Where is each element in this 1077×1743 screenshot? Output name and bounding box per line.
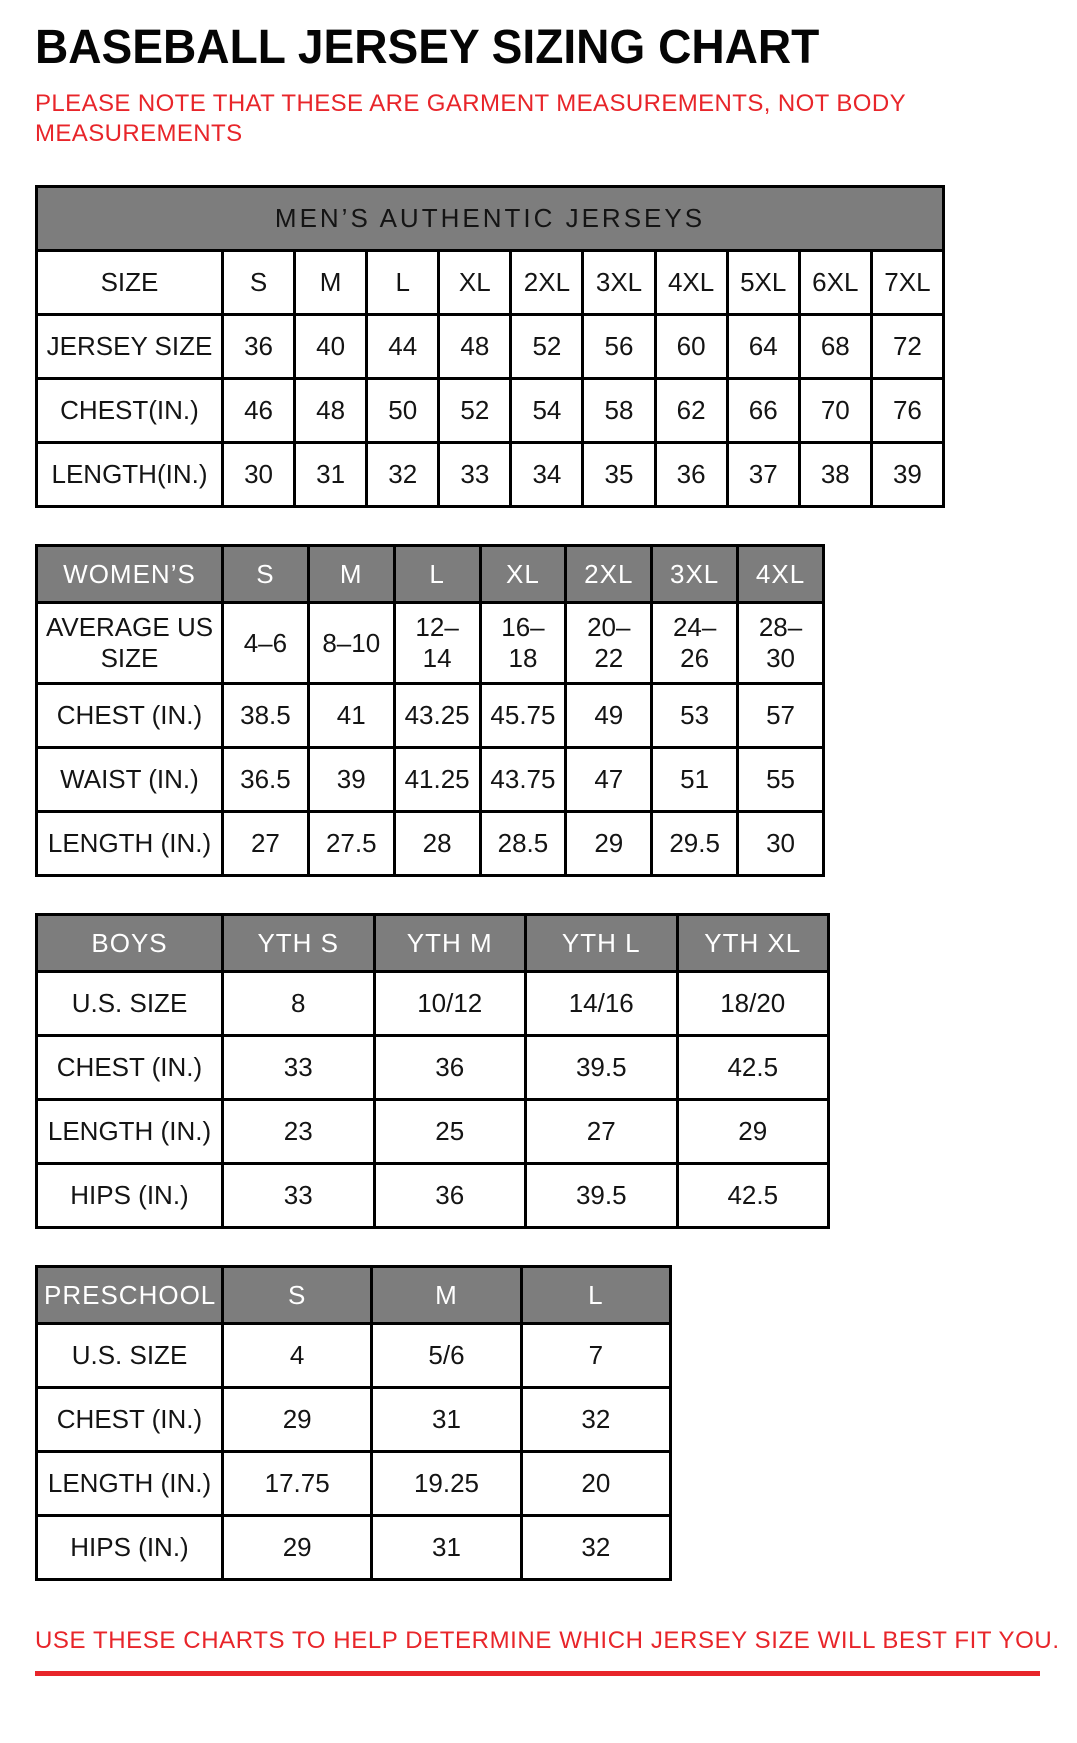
- table-cell: 49: [566, 684, 652, 748]
- table-cell: 17.75: [223, 1452, 372, 1516]
- table-row: [37, 315, 944, 379]
- table-row: [37, 1100, 829, 1164]
- row-label: LENGTH (IN.): [37, 1452, 223, 1516]
- column-header: YTH XL: [677, 915, 829, 972]
- table-cell: 40: [295, 315, 367, 379]
- table-cell: 39.5: [526, 1036, 678, 1100]
- table-header-row: [37, 546, 824, 603]
- table-cell: 62: [655, 379, 727, 443]
- table-cell: 58: [583, 379, 655, 443]
- preschool-sizing-table: [35, 1265, 672, 1581]
- page-title: BASEBALL JERSEY SIZING CHART: [35, 21, 820, 74]
- table-title: MEN’S AUTHENTIC JERSEYS: [37, 187, 944, 251]
- table-cell: 25: [374, 1100, 526, 1164]
- table-cell: 44: [367, 315, 439, 379]
- table-cell: 32: [521, 1516, 670, 1580]
- table-cell: 31: [372, 1388, 521, 1452]
- table-row: [37, 1324, 671, 1388]
- row-label: HIPS (IN.): [37, 1164, 223, 1228]
- table-cell: 32: [521, 1388, 670, 1452]
- table-cell: 36: [374, 1164, 526, 1228]
- table-row: [37, 684, 824, 748]
- table-cell: 38.5: [223, 684, 309, 748]
- column-header: 2XL: [566, 546, 652, 603]
- table-cell: 64: [727, 315, 799, 379]
- table-cell: 4: [223, 1324, 372, 1388]
- footer-note: USE THESE CHARTS TO HELP DETERMINE WHICH JERSEY SIZE WILL BEST FIT YOU.: [35, 1627, 1060, 1654]
- table-cell: 66: [727, 379, 799, 443]
- table-row: [37, 379, 944, 443]
- column-header: YTH S: [223, 915, 375, 972]
- table-cell: 7XL: [871, 251, 943, 315]
- table-cell: 28.5: [480, 812, 566, 876]
- table-cell: 36: [374, 1036, 526, 1100]
- table-header-row: [37, 1267, 671, 1324]
- table-cell: 39: [871, 443, 943, 507]
- table-cell: 10/12: [374, 972, 526, 1036]
- table-cell: 2XL: [511, 251, 583, 315]
- table-cell: 52: [511, 315, 583, 379]
- table-cell: S: [223, 251, 295, 315]
- column-header: L: [521, 1267, 670, 1324]
- table-cell: 53: [652, 684, 738, 748]
- table-cell: 39.5: [526, 1164, 678, 1228]
- column-header: M: [372, 1267, 521, 1324]
- table-row: [37, 1516, 671, 1580]
- column-header: M: [308, 546, 394, 603]
- row-label: AVERAGE US SIZE: [37, 603, 223, 684]
- table-cell: 23: [223, 1100, 375, 1164]
- table-row: [37, 1388, 671, 1452]
- table-row: [37, 748, 824, 812]
- table-cell: 31: [295, 443, 367, 507]
- table-cell: 4–6: [223, 603, 309, 684]
- table-cell: 50: [367, 379, 439, 443]
- table-cell: 29: [566, 812, 652, 876]
- column-header: YTH M: [374, 915, 526, 972]
- measurement-note: PLEASE NOTE THAT THESE ARE GARMENT MEASUREMENTS, NOT BODY MEASUREMENTS: [35, 90, 906, 147]
- table-cell: 41: [308, 684, 394, 748]
- table-cell: XL: [439, 251, 511, 315]
- table-cell: 34: [511, 443, 583, 507]
- row-label: CHEST (IN.): [37, 1036, 223, 1100]
- table-cell: 42.5: [677, 1164, 829, 1228]
- table-cell: 33: [223, 1036, 375, 1100]
- table-cell: 29: [677, 1100, 829, 1164]
- bottom-red-line: [35, 1671, 1040, 1676]
- table-cell: 36: [223, 315, 295, 379]
- column-header: 4XL: [738, 546, 824, 603]
- table-cell: 30: [738, 812, 824, 876]
- table-cell: 43.75: [480, 748, 566, 812]
- table-cell: 12–14: [394, 603, 480, 684]
- table-cell: 48: [439, 315, 511, 379]
- table-cell: 57: [738, 684, 824, 748]
- table-header-row: [37, 915, 829, 972]
- table-cell: M: [295, 251, 367, 315]
- table-cell: 42.5: [677, 1036, 829, 1100]
- table-row: [37, 251, 944, 315]
- table-cell: 37: [727, 443, 799, 507]
- table-cell: 3XL: [583, 251, 655, 315]
- row-label: CHEST (IN.): [37, 684, 223, 748]
- row-label: SIZE: [37, 251, 223, 315]
- table-row: [37, 443, 944, 507]
- table-cell: 36.5: [223, 748, 309, 812]
- row-label: U.S. SIZE: [37, 1324, 223, 1388]
- table-cell: 27.5: [308, 812, 394, 876]
- column-header: XL: [480, 546, 566, 603]
- table-cell: 38: [799, 443, 871, 507]
- column-header: S: [223, 1267, 372, 1324]
- table-title-row: [37, 187, 944, 251]
- header-row-label: BOYS: [37, 915, 223, 972]
- table-cell: 43.25: [394, 684, 480, 748]
- table-cell: 33: [439, 443, 511, 507]
- table-cell: L: [367, 251, 439, 315]
- table-cell: 35: [583, 443, 655, 507]
- row-label: CHEST (IN.): [37, 1388, 223, 1452]
- mens-sizing-table: [35, 185, 945, 508]
- table-cell: 27: [223, 812, 309, 876]
- table-cell: 56: [583, 315, 655, 379]
- table-cell: 70: [799, 379, 871, 443]
- table-cell: 72: [871, 315, 943, 379]
- row-label: LENGTH (IN.): [37, 812, 223, 876]
- table-cell: 18/20: [677, 972, 829, 1036]
- table-cell: 28: [394, 812, 480, 876]
- table-cell: 8–10: [308, 603, 394, 684]
- row-label: U.S. SIZE: [37, 972, 223, 1036]
- table-row: [37, 1036, 829, 1100]
- table-cell: 52: [439, 379, 511, 443]
- table-cell: 5XL: [727, 251, 799, 315]
- table-cell: 41.25: [394, 748, 480, 812]
- table-cell: 24–26: [652, 603, 738, 684]
- column-header: L: [394, 546, 480, 603]
- table-cell: 51: [652, 748, 738, 812]
- table-cell: 45.75: [480, 684, 566, 748]
- table-row: [37, 972, 829, 1036]
- table-cell: 54: [511, 379, 583, 443]
- table-cell: 6XL: [799, 251, 871, 315]
- table-cell: 32: [367, 443, 439, 507]
- table-cell: 30: [223, 443, 295, 507]
- column-header: S: [223, 546, 309, 603]
- row-label: JERSEY SIZE: [37, 315, 223, 379]
- row-label: CHEST(IN.): [37, 379, 223, 443]
- table-cell: 33: [223, 1164, 375, 1228]
- column-header: YTH L: [526, 915, 678, 972]
- table-cell: 5/6: [372, 1324, 521, 1388]
- womens-sizing-table: [35, 544, 825, 877]
- table-cell: 46: [223, 379, 295, 443]
- table-cell: 28–30: [738, 603, 824, 684]
- table-cell: 19.25: [372, 1452, 521, 1516]
- table-cell: 20: [521, 1452, 670, 1516]
- header-row-label: WOMEN’S: [37, 546, 223, 603]
- table-cell: 31: [372, 1516, 521, 1580]
- table-cell: 16–18: [480, 603, 566, 684]
- table-cell: 4XL: [655, 251, 727, 315]
- table-cell: 36: [655, 443, 727, 507]
- table-cell: 48: [295, 379, 367, 443]
- row-label: LENGTH (IN.): [37, 1100, 223, 1164]
- table-cell: 47: [566, 748, 652, 812]
- table-cell: 29: [223, 1388, 372, 1452]
- table-cell: 39: [308, 748, 394, 812]
- table-cell: 60: [655, 315, 727, 379]
- row-label: WAIST (IN.): [37, 748, 223, 812]
- table-row: [37, 1452, 671, 1516]
- table-row: [37, 1164, 829, 1228]
- table-cell: 27: [526, 1100, 678, 1164]
- table-cell: 14/16: [526, 972, 678, 1036]
- table-cell: 20–22: [566, 603, 652, 684]
- table-cell: 55: [738, 748, 824, 812]
- table-row: [37, 603, 824, 684]
- column-header: 3XL: [652, 546, 738, 603]
- table-row: [37, 812, 824, 876]
- row-label: HIPS (IN.): [37, 1516, 223, 1580]
- table-cell: 68: [799, 315, 871, 379]
- table-cell: 76: [871, 379, 943, 443]
- table-cell: 7: [521, 1324, 670, 1388]
- table-cell: 29: [223, 1516, 372, 1580]
- table-cell: 29.5: [652, 812, 738, 876]
- table-cell: 8: [223, 972, 375, 1036]
- boys-sizing-table: [35, 913, 830, 1229]
- header-row-label: PRESCHOOL: [37, 1267, 223, 1324]
- row-label: LENGTH(IN.): [37, 443, 223, 507]
